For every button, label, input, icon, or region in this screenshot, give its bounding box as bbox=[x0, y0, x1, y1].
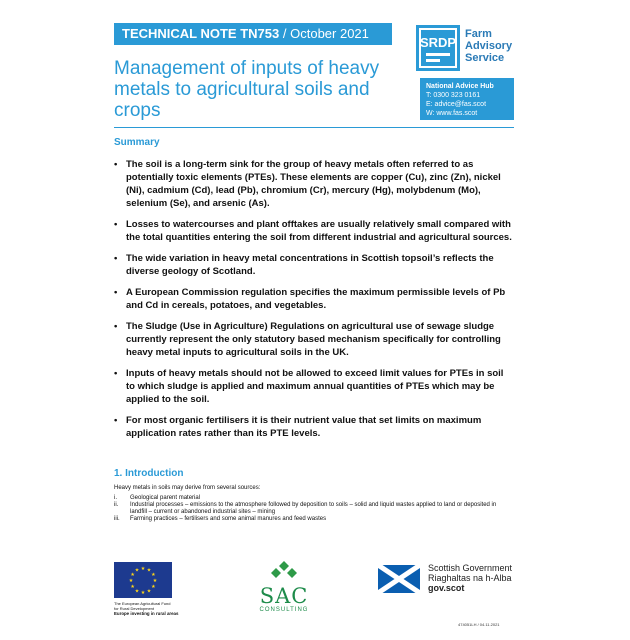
summary-bullet: • The soil is a long-term sink for the group of heavy metals often referred to as potentially toxic elements (PTEs). These elements are copper (Cu), zinc (Zn), nickel (Ni), cadmium (Cd), lead (Pb), chromium (Cr), mercury (Hg), molybdenum (Mo), selenium (Se), and arsenic (As). bbox=[114, 158, 514, 210]
summary-bullet: • A European Commission regulation specifies the maximum permissible levels of Pb and Cd in cereals, potatoes, and vegetables. bbox=[114, 286, 514, 312]
summary-bullet: • Inputs of heavy metals should not be allowed to exceed limit values for PTEs in soil to which sludge is applied and maximum annual quantities of PTEs which may be applied to the soil. bbox=[114, 367, 514, 406]
farm-advisory-service-logo bbox=[416, 25, 514, 73]
svg-text:★: ★ bbox=[140, 590, 146, 596]
svg-text:★: ★ bbox=[134, 567, 140, 574]
summary-heading: Summary bbox=[114, 137, 160, 148]
eu-caption-line: Europe investing in rural areas bbox=[114, 611, 179, 616]
svg-text:★: ★ bbox=[128, 578, 134, 584]
technical-note-banner bbox=[114, 23, 392, 45]
sac-consulting-logo bbox=[250, 560, 318, 613]
source-number: i. bbox=[114, 495, 117, 501]
scottish-government-logo bbox=[378, 563, 520, 599]
srdp-logo-text: SRDP bbox=[419, 35, 457, 50]
banner-separator: / bbox=[282, 26, 287, 41]
summary-bullet: • The Sludge (Use in Agriculture) Regulations on agricultural use of sewage sludge currently represent the only statutory based mechanism specifically for controlling heavy metal inputs to agricultural soils in the UK. bbox=[114, 320, 514, 359]
srdp-logo-mark bbox=[416, 25, 460, 71]
fas-name bbox=[465, 28, 512, 64]
svg-text:★: ★ bbox=[130, 584, 135, 590]
gov-url[interactable]: gov.scot bbox=[428, 583, 465, 593]
introduction-lead: Heavy metals in soils may derive from several sources: bbox=[114, 485, 261, 491]
gov-name-gd: Riaghaltas na h-Alba bbox=[428, 573, 512, 583]
summary-bullet: • Losses to watercourses and plant offtakes are usually relatively small compared with the total quantities entering the soil from different industrial and agricultural sources. bbox=[114, 218, 514, 244]
document-title: Management of inputs of heavy metals to agricultural soils and crops bbox=[114, 58, 380, 121]
sac-name: SAC bbox=[259, 584, 309, 608]
svg-text:★: ★ bbox=[146, 567, 152, 574]
eu-fund-logo bbox=[114, 562, 178, 616]
advice-hub-box bbox=[420, 78, 514, 120]
source-text: Industrial processes – emissions to the atmosphere followed by deposition to soils – solid and liquid wastes applied to land or deposited in landfill – current or abandoned industrial sites – mining bbox=[130, 502, 497, 515]
sac-subtitle: CONSULTING bbox=[259, 607, 309, 613]
source-number: ii. bbox=[114, 502, 119, 508]
svg-text:★: ★ bbox=[151, 572, 156, 578]
header-divider bbox=[114, 127, 514, 128]
advice-hub-title: National Advice Hub bbox=[426, 83, 494, 90]
eu-caption-line: for Rural Development bbox=[114, 606, 155, 611]
source-number: iii. bbox=[114, 516, 120, 522]
sources-list bbox=[114, 495, 514, 523]
saltire-flag-icon bbox=[378, 565, 420, 593]
summary-bullet: • The wide variation in heavy metal concentrations in Scottish topsoil’s reflects the diverse geology of Scotland. bbox=[114, 252, 514, 278]
fas-name-line: Service bbox=[465, 52, 505, 64]
publication-date: October 2021 bbox=[290, 26, 369, 41]
svg-text:★: ★ bbox=[140, 566, 146, 572]
eu-caption-line: The European Agricultural Fund bbox=[114, 601, 171, 606]
summary-bullet: • For most organic fertilisers it is their nutrient value that set limits on maximum application rates rather than its PTE levels. bbox=[114, 414, 514, 440]
fas-name-line: Advisory bbox=[465, 40, 513, 52]
source-item bbox=[114, 495, 514, 502]
advice-hub-phone[interactable]: T: 0300 323 0161 bbox=[426, 92, 481, 99]
svg-text:★: ★ bbox=[151, 584, 156, 590]
svg-text:★: ★ bbox=[152, 578, 158, 584]
document-reference: 474051LH / 04.11.2021 bbox=[458, 622, 500, 627]
eu-caption bbox=[114, 601, 178, 616]
fas-name-line: Farm bbox=[465, 28, 492, 40]
summary-list bbox=[114, 158, 514, 448]
advice-hub-web[interactable]: W: www.fas.scot bbox=[426, 110, 478, 117]
source-text: Farming practices – fertilisers and some animal manures and feed wastes bbox=[130, 516, 327, 522]
svg-text:★: ★ bbox=[134, 588, 140, 595]
svg-text:★: ★ bbox=[146, 588, 152, 595]
eu-flag-icon bbox=[114, 562, 172, 598]
advice-hub-email[interactable]: E: advice@fas.scot bbox=[426, 101, 487, 108]
source-item bbox=[114, 516, 514, 523]
source-text: Geological parent material bbox=[130, 495, 201, 501]
gov-name-en: Scottish Government bbox=[428, 563, 513, 573]
introduction-heading: 1. Introduction bbox=[114, 468, 184, 479]
svg-text:★: ★ bbox=[130, 572, 135, 578]
technical-note-label: TECHNICAL NOTE TN753 bbox=[122, 26, 280, 41]
source-item bbox=[114, 502, 514, 516]
gov-text bbox=[428, 563, 512, 593]
sac-leaf-icon bbox=[267, 560, 301, 580]
